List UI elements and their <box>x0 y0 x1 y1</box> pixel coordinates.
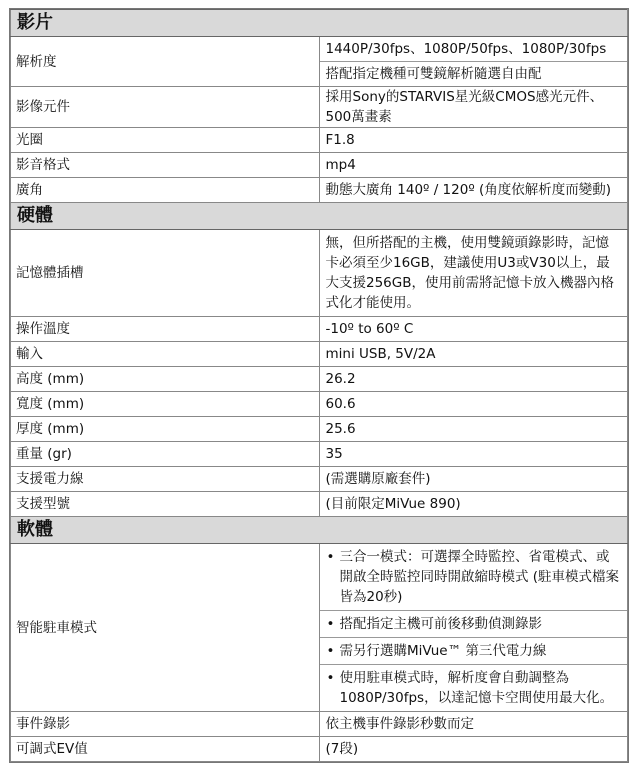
spec-sheet <box>9 8 629 763</box>
row-depth <box>11 417 628 442</box>
row-sensor <box>11 87 628 128</box>
value-height: 26.2 <box>319 367 628 392</box>
row-format <box>11 153 628 178</box>
value-card-slot: 無，但所搭配的主機，使用雙鏡頭錄影時，記憶卡必須至少16GB，建議使用U3或V30以上，最大支援256GB，使用前需將記憶卡放入機器內格式化才能使用。 <box>319 230 628 317</box>
value-power-cable: (需選購原廠套件) <box>319 467 628 492</box>
label-card-slot: 記憶體插槽 <box>11 230 320 317</box>
row-input <box>11 342 628 367</box>
spec-table <box>10 9 628 762</box>
label-ev-value: 可調式EV值 <box>11 737 320 762</box>
resolution-line: 搭配指定機種可雙鏡解析隨選自由配 <box>325 66 542 82</box>
label-parking-mode: 智能駐車模式 <box>11 544 320 712</box>
section-video <box>11 10 628 37</box>
label-weight: 重量 (gr) <box>11 442 320 467</box>
row-event-recording <box>11 712 628 737</box>
value-depth: 25.6 <box>319 417 628 442</box>
row-weight <box>11 442 628 467</box>
row-angle <box>11 178 628 203</box>
value-width: 60.6 <box>319 392 628 417</box>
resolution-line: 1440P/30fps、1080P/50fps、1080P/30fps <box>320 37 628 62</box>
value-weight: 35 <box>319 442 628 467</box>
row-aperture <box>11 128 628 153</box>
list-item: • 搭配指定主機可前後移動偵測錄影 <box>320 611 628 638</box>
label-temperature: 操作溫度 <box>11 317 320 342</box>
row-temperature <box>11 317 628 342</box>
row-resolution <box>11 37 628 87</box>
row-parking-mode <box>11 544 628 712</box>
row-supported-model <box>11 492 628 517</box>
row-height <box>11 367 628 392</box>
section-title-hardware: 硬體 <box>11 203 628 230</box>
section-title-video: 影片 <box>11 10 628 37</box>
label-supported-model: 支援型號 <box>11 492 320 517</box>
section-hardware <box>11 203 628 230</box>
value-temperature: -10º to 60º C <box>319 317 628 342</box>
row-width <box>11 392 628 417</box>
value-supported-model: (目前限定MiVue 890) <box>319 492 628 517</box>
label-width: 寬度 (mm) <box>11 392 320 417</box>
row-ev-value <box>11 737 628 762</box>
label-input: 輸入 <box>11 342 320 367</box>
value-aperture: F1.8 <box>319 128 628 153</box>
label-power-cable: 支援電力線 <box>11 467 320 492</box>
value-input: mini USB, 5V/2A <box>319 342 628 367</box>
label-aperture: 光圈 <box>11 128 320 153</box>
value-event-recording: 依主機事件錄影秒數而定 <box>319 712 628 737</box>
label-depth: 厚度 (mm) <box>11 417 320 442</box>
label-height: 高度 (mm) <box>11 367 320 392</box>
value-resolution <box>319 37 628 87</box>
row-power-cable <box>11 467 628 492</box>
label-sensor: 影像元件 <box>11 87 320 128</box>
value-parking-mode <box>319 544 628 712</box>
value-sensor: 採用Sony的STARVIS星光級CMOS感光元件、500萬畫素 <box>319 87 628 128</box>
section-title-software: 軟體 <box>11 517 628 544</box>
label-event-recording: 事件錄影 <box>11 712 320 737</box>
row-card-slot <box>11 230 628 317</box>
value-ev-value: (7段) <box>319 737 628 762</box>
label-format: 影音格式 <box>11 153 320 178</box>
value-angle: 動態大廣角 140º / 120º (角度依解析度而變動) <box>319 178 628 203</box>
value-format: mp4 <box>319 153 628 178</box>
label-angle: 廣角 <box>11 178 320 203</box>
list-item: • 三合一模式：可選擇全時監控、省電模式、或開啟全時監控同時開啟縮時模式 (駐車模式檔案皆為20秒) <box>320 544 628 611</box>
section-software <box>11 517 628 544</box>
list-item: • 需另行選購MiVue™ 第三代電力線 <box>320 638 628 665</box>
list-item: • 使用駐車模式時，解析度會自動調整為1080P/30fps，以達記憶卡空間使用最大化。 <box>320 665 628 711</box>
label-resolution: 解析度 <box>11 37 320 87</box>
